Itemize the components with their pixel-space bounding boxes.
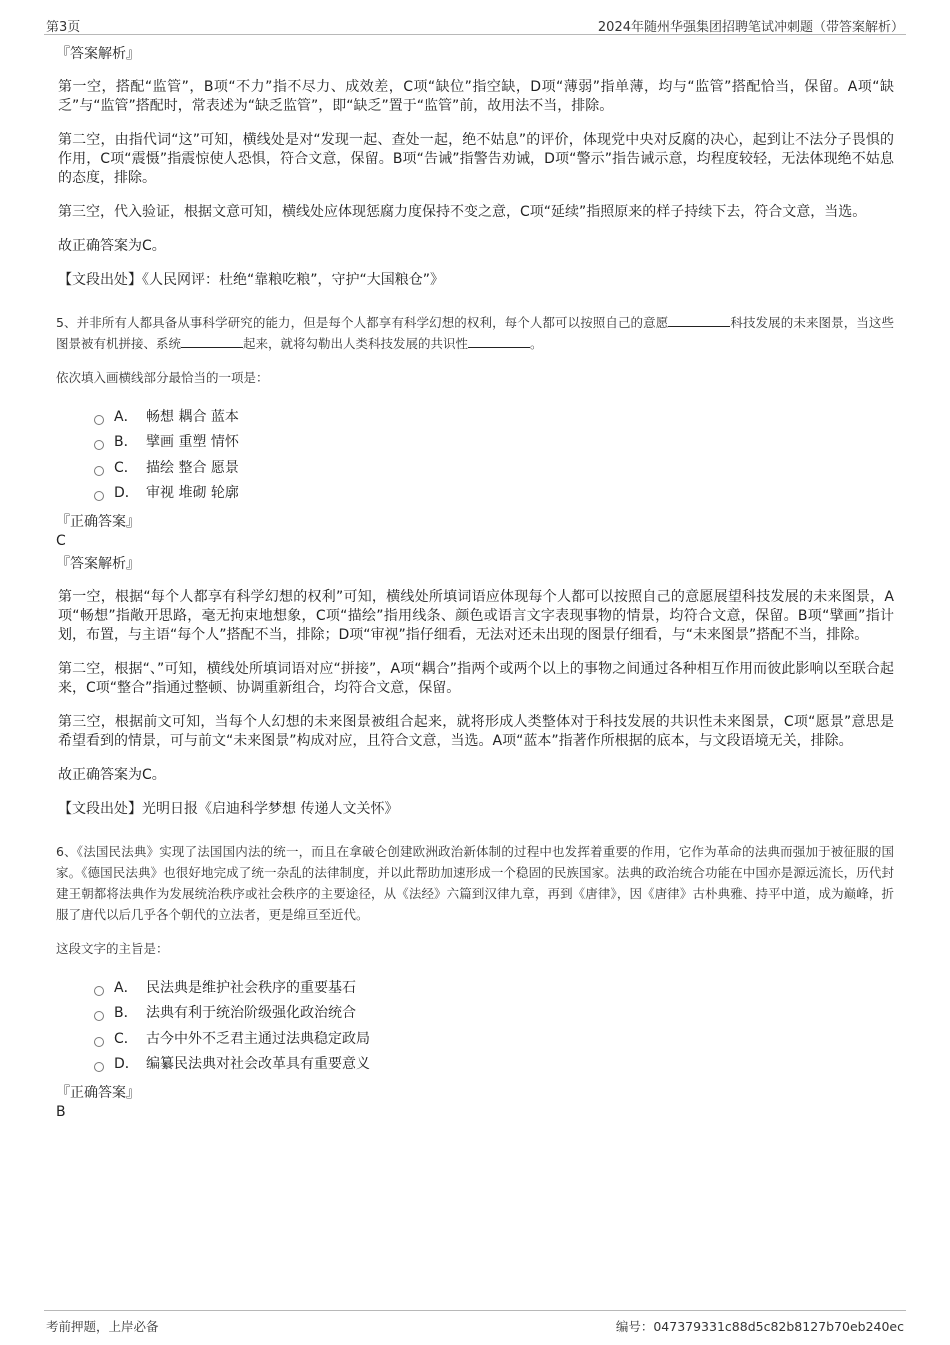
q5-stem bbox=[56, 312, 894, 354]
q5-prompt: 依次填入画横线部分最恰当的一项是： bbox=[56, 370, 269, 385]
q4-analysis-para: 第一空，搭配“监管”，B项“不力”指不尽力、成效差，C项“缺位”指空缺，D项“薄弱”指单薄，均与“监管”搭配恰当，保留。A项“缺乏”与“监管”搭配时，常表述为“缺乏监管”，即“缺乏”置于“监管”前，故用法不当，排除。 bbox=[58, 79, 894, 114]
q5-answer: C bbox=[56, 533, 66, 549]
page-header bbox=[44, 12, 906, 35]
q6-options bbox=[94, 975, 894, 1077]
correct-answer-label: 『正确答案』 bbox=[56, 1085, 140, 1101]
q5-options bbox=[94, 404, 894, 506]
radio-icon[interactable] bbox=[94, 1037, 104, 1047]
q4-analysis-para: 第三空，代入验证，根据文意可知，横线处应体现惩腐力度保持不变之意，C项“延续”指照原来的样子持续下去，符合文意，当选。 bbox=[58, 204, 867, 220]
q5-stem-text: 科技发展的未来图景，当这些图景被有机拼接、系统 bbox=[56, 315, 894, 351]
option-c[interactable]: C． 描绘 整合 愿景 bbox=[94, 455, 894, 481]
q5-analysis-para: 第一空，根据“每个人都享有科学幻想的权利”可知，横线处所填词语应体现每个人都可以按照自己的意愿展望科技发展的未来图景，A项“畅想”指敞开思路，毫无拘束地想象，C项“描绘”指用线条、颜色或语言文字表现事物的情景，均符合文意，保留。B项“擘画”指计划，布置，与主语“每个人”搭配不当，排除；D项“审视”指仔细看，无法对还未出现的图景仔细看，与“未来图景”搭配不当，排除。 bbox=[58, 589, 894, 643]
radio-icon[interactable] bbox=[94, 415, 104, 425]
option-d[interactable]: D． 编纂民法典对社会改革具有重要意义 bbox=[94, 1052, 894, 1078]
radio-icon[interactable] bbox=[94, 1062, 104, 1072]
q5-stem-text: 起来，就将勾勒出人类科技发展的共识性 bbox=[243, 336, 469, 351]
analysis-label: 『答案解析』 bbox=[56, 556, 140, 572]
q5-analysis-para: 第二空，根据“、”可知，横线处所填词语对应“拼接”，A项“耦合”指两个或两个以上的事物之间通过各种相互作用而彼此影响以至联合起来，C项“整合”指通过整顿、协调重新组合，均符合文意，保留。 bbox=[58, 661, 894, 696]
q5-analysis-para: 第三空，根据前文可知，当每个人幻想的未来图景被组合起来，就将形成人类整体对于科技发展的共识性未来图景，C项“愿景”意思是希望看到的情景，可与前文“未来图景”构成对应，且符合文意，当选。A项“蓝本”指著作所根据的底本，与文段语境无关，排除。 bbox=[58, 714, 894, 749]
q5-source: 【文段出处】光明日报《启迪科学梦想 传递人文关怀》 bbox=[58, 801, 399, 817]
q6-stem: 6、《法国民法典》实现了法国国内法的统一，而且在拿破仑创建欧洲政治新体制的过程中也发挥着重要的作用，它作为革命的法典而强加于被征服的国家。《德国民法典》也很好地完成了统一杂乱的法律制度，并以此帮助加速形成一个稳固的民族国家。法典的政治统合功能在中国亦是源远流长，历代封建王朝都将法典作为发展统治秩序或社会秩序的主要途径，从《法经》六篇到汉律九章，再到《唐律》，因《唐律》古朴典雅、持平中道，成为巅峰，折服了唐代以后几乎各个朝代的立法者，更是绵亘至近代。 bbox=[56, 844, 894, 922]
document-title: 2024年随州华强集团招聘笔试冲刺题（带答案解析） bbox=[597, 20, 904, 35]
q6-answer: B bbox=[56, 1104, 66, 1120]
correct-answer-label: 『正确答案』 bbox=[56, 514, 140, 530]
option-c[interactable]: C． 古今中外不乏君主通过法典稳定政局 bbox=[94, 1026, 894, 1052]
q4-analysis-para: 第二空，由指代词“这”可知，横线处是对“发现一起、查处一起，绝不姑息”的评价，体现党中央对反腐的决心，起到让不法分子畏惧的作用，C项“震慑”指震惊使人恐惧，符合文意，保留。B项“告诫”指警告劝诫，D项“警示”指告诫示意，均程度较轻，无法体现绝不姑息的态度，排除。 bbox=[58, 132, 894, 186]
document-body bbox=[56, 44, 894, 1125]
q5-conclusion: 故正确答案为C。 bbox=[58, 767, 166, 783]
radio-icon[interactable] bbox=[94, 1011, 104, 1021]
footer-slogan: 考前押题，上岸必备 bbox=[46, 1319, 159, 1334]
option-d[interactable]: D． 审视 堆砌 轮廓 bbox=[94, 481, 894, 507]
option-a[interactable]: A． 畅想 耦合 蓝本 bbox=[94, 404, 894, 430]
analysis-label: 『答案解析』 bbox=[56, 46, 140, 62]
q6-prompt: 这段文字的主旨是： bbox=[56, 941, 169, 956]
option-b[interactable]: B． 法典有利于统治阶级强化政治统合 bbox=[94, 1001, 894, 1027]
radio-icon[interactable] bbox=[94, 466, 104, 476]
radio-icon[interactable] bbox=[94, 986, 104, 996]
q4-source: 【文段出处】《人民网评：杜绝“靠粮吃粮”，守护“大国粮仓”》 bbox=[58, 272, 445, 288]
radio-icon[interactable] bbox=[94, 491, 104, 501]
option-b[interactable]: B． 擘画 重塑 情怀 bbox=[94, 430, 894, 456]
radio-icon[interactable] bbox=[94, 440, 104, 450]
fill-blank bbox=[468, 335, 530, 348]
q4-conclusion: 故正确答案为C。 bbox=[58, 238, 166, 254]
page-number: 第3页 bbox=[46, 20, 81, 35]
document-code: 编号：047379331c88d5c82b8127b70eb240ec bbox=[615, 1319, 904, 1334]
fill-blank bbox=[668, 314, 730, 327]
option-a[interactable]: A． 民法典是维护社会秩序的重要基石 bbox=[94, 975, 894, 1001]
page-footer bbox=[44, 1310, 906, 1337]
q5-stem-text: 。 bbox=[530, 336, 543, 351]
fill-blank bbox=[181, 335, 243, 348]
q5-stem-text: 5、并非所有人都具备从事科学研究的能力，但是每个人都享有科学幻想的权利，每个人都可以按照自己的意愿 bbox=[56, 315, 669, 330]
